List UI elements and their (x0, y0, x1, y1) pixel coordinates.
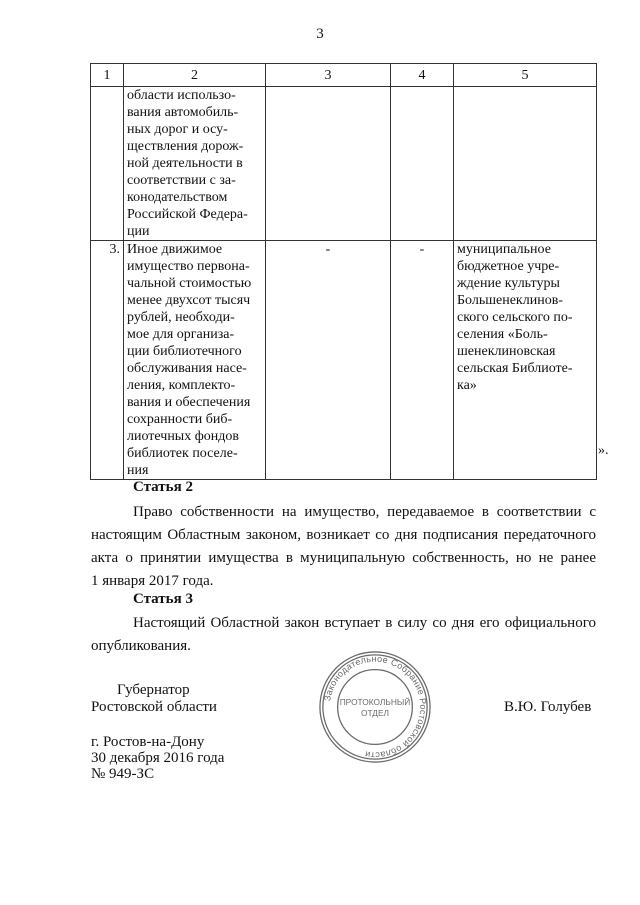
stamp-ring-text: Законодательное Собрание Ростовской области (322, 653, 429, 761)
text-line: библиотек поселе- (127, 446, 238, 461)
text-line: Иное движимое (127, 242, 223, 257)
text-line: ции (127, 224, 150, 239)
text-line: ка» (457, 378, 477, 393)
text-line: чальной стоимостью (127, 276, 252, 291)
text-line: сохранности биб- (127, 412, 233, 427)
text-line: вания и обеспечения (127, 395, 251, 410)
row-3-col3: - (266, 241, 391, 480)
text-line: вания автомобиль- (127, 105, 239, 120)
closing-quote: ». (598, 443, 609, 458)
stamp-center-line1: ПРОТОКОЛЬНЫЙ (339, 697, 411, 708)
table-row (91, 241, 597, 480)
adoption-details (91, 734, 224, 782)
date: 30 декабря 2016 года (91, 750, 225, 766)
row-cont-col1 (91, 87, 124, 241)
page-number: 3 (316, 26, 324, 42)
row-cont-col2 (124, 87, 266, 241)
text-line: шенеклиновская (457, 344, 556, 359)
city: г. Ростов-на-Дону (91, 734, 205, 750)
text-line: ществления дорож- (127, 139, 244, 154)
table-header-row (91, 64, 597, 87)
text-line: ждение культуры (457, 276, 560, 291)
row-3-property-name (124, 241, 266, 480)
row-3-recipient (454, 241, 597, 480)
text-line: Настоящий Областной закон вступает в силу со дня его официального (133, 615, 596, 631)
text-line: менее двухсот тысяч (127, 293, 251, 308)
text-line: имущество первона- (127, 259, 250, 274)
text-line: лиотечных фондов (127, 429, 240, 444)
law-number: № 949-ЗС (91, 766, 155, 782)
header-cell-2: 2 (124, 64, 266, 87)
signer-name: В.Ю. Голубев (504, 699, 592, 715)
signature-title (91, 682, 217, 716)
header-cell-4: 4 (391, 64, 454, 87)
text-line: конодательством (127, 190, 228, 205)
text-line: ции библиотечного (127, 344, 242, 359)
text-line: соответствии с за- (127, 173, 236, 188)
text-line: селения «Боль- (457, 327, 548, 342)
text-line: ных дорог и осу- (127, 122, 228, 137)
row-cont-col4 (391, 87, 454, 241)
text-line: области использо- (127, 88, 236, 103)
stamp-seal-icon (316, 648, 434, 766)
text-line: сельская Библиоте- (457, 361, 573, 376)
article-2-heading: Статья 2 (133, 479, 193, 495)
text-line: мое для организа- (127, 327, 235, 342)
row-3-number: 3. (91, 241, 124, 480)
text-line: обслуживания насе- (127, 361, 247, 376)
text-line: муниципальное (457, 242, 551, 257)
text-line: настоящим Областным законом, возникает со дня подписания передаточного (91, 527, 596, 543)
row-cont-col3 (266, 87, 391, 241)
stamp-center-line2: ОТДЕЛ (360, 707, 390, 718)
text-line: опубликования. (91, 638, 191, 654)
table-row (91, 87, 597, 241)
article-2-text (91, 501, 596, 593)
text-line: рублей, необходи- (127, 310, 235, 325)
text-line: акта о принятии имущества в муниципальную собственность, но не ранее (91, 550, 596, 566)
text-line: ского сельского по- (457, 310, 573, 325)
header-cell-3: 3 (266, 64, 391, 87)
signature-title-line2: Ростовской области (91, 699, 217, 715)
signature-title-line1: Губернатор (117, 682, 190, 698)
text-line: ной деятельности в (127, 156, 243, 171)
header-cell-1: 1 (91, 64, 124, 87)
row-3-col4: - (391, 241, 454, 480)
row-cont-col5 (454, 87, 597, 241)
text-line: ления, комплекто- (127, 378, 236, 393)
article-3-heading: Статья 3 (133, 591, 193, 607)
text-line: Большенеклинов- (457, 293, 563, 308)
property-table (90, 63, 597, 480)
text-line: Российской Федера- (127, 207, 248, 222)
header-cell-5: 5 (454, 64, 597, 87)
text-line: ния (127, 463, 149, 478)
text-line: 1 января 2017 года. (91, 573, 214, 589)
text-line: бюджетное учре- (457, 259, 560, 274)
text-line: Право собственности на имущество, передаваемое в соответствии с (133, 504, 596, 520)
